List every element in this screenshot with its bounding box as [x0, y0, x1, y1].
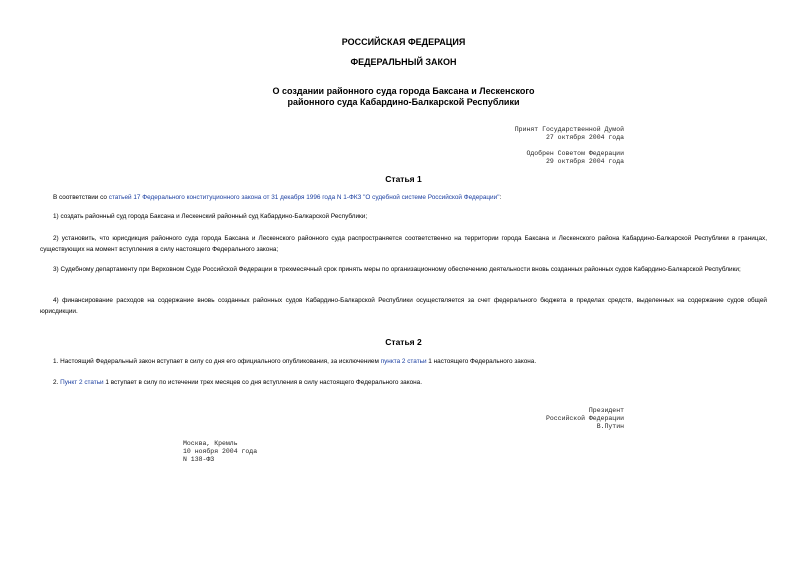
duma-adoption-line1: Принят Государственной Думой [514, 126, 624, 133]
law-number: N 138-ФЗ [183, 456, 215, 463]
duma-adoption-date: 27 октября 2004 года [545, 134, 624, 141]
intro-prefix: В соответствии со [53, 194, 109, 201]
p2-prefix: 2. [53, 379, 61, 386]
article2-title: Статья 2 [385, 337, 422, 347]
article1-title: Статья 1 [385, 174, 422, 184]
signature-title: Президент [588, 407, 624, 414]
article1-item2: 2) установить, что юрисдикция районного суда города Баксана и Лескенского районного суда распространяется соответственно на территории города Баксана и Лескенского района Кабардино-Балкарской Республики в границах, существующих на момент вступления в силу настоящего Федерального закона; [40, 235, 767, 253]
council-approval-line1: Одобрен Советом Федерации [526, 150, 624, 157]
point2-article-link-1[interactable]: пункта 2 статьи [380, 358, 427, 365]
signature-country: Российской Федерации [545, 415, 624, 422]
law-title-line2: районного суда Кабардино-Балкарской Республики [287, 97, 520, 107]
council-approval-date: 29 октября 2004 года [545, 158, 624, 165]
signature-name: В.Путин [596, 423, 624, 430]
country-heading: РОССИЙСКАЯ ФЕДЕРАЦИЯ [341, 37, 466, 47]
article1-item3: 3) Судебному департаменту при Верховном Суде Российской Федерации в трехмесячный срок принять меры по организационному обеспечению деятельности вновь созданных районных судов Кабардино-Балкарской Республики; [53, 266, 741, 273]
p2-suffix: 1 вступает в силу по истечении трех месяцев со дня вступления в силу настоящего Федерального закона. [103, 379, 423, 386]
point2-article-link-2[interactable]: Пункт 2 статьи [60, 379, 104, 386]
p1-prefix: 1. Настоящий Федеральный закон вступает в силу со дня его официального опубликования, за исключением [53, 358, 381, 365]
place-location: Москва, Кремль [183, 440, 238, 447]
intro-suffix: : [499, 194, 502, 201]
article1-item1: 1) создать районный суд города Баксана и Лескенский районный суд Кабардино-Балкарской Республики; [53, 213, 368, 220]
place-date: 10 ноября 2004 года [183, 448, 258, 455]
article2-paragraph2 [40, 378, 767, 389]
article2-paragraph1 [40, 357, 767, 368]
law-type-heading: ФЕДЕРАЛЬНЫЙ ЗАКОН [350, 57, 457, 67]
article1-intro [40, 193, 767, 204]
p1-suffix: 1 настоящего Федерального закона. [426, 358, 537, 365]
article17-link[interactable]: статьей 17 Федерального конституционного закона от 31 декабря 1996 года N 1-ФКЗ "О судебной системе Российской Федерации" [108, 194, 500, 201]
article1-item4: 4) финансирование расходов на содержание вновь созданных районных судов Кабардино-Балкарской Республики осуществляется за счет федерального бюджета в пределах средств, выделенных на содержание судов общей юрисдикции. [40, 297, 767, 315]
law-title-line1: О создании районного суда города Баксана и Лескенского [272, 86, 535, 96]
